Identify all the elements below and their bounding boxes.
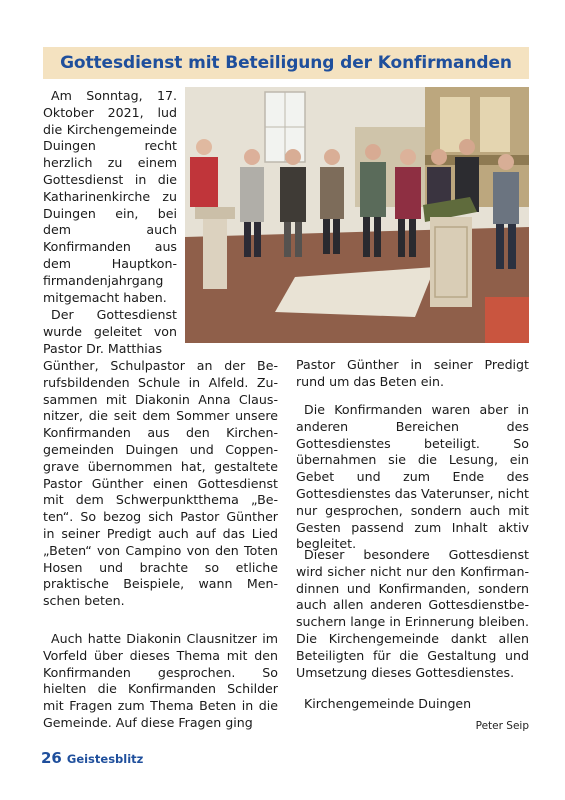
right-paragraph-2: Die Konfirmanden waren aber in anderen Bereichen des Gottesdienstes beteiligt. So übernahmen sie die Lesung, ein Gebet und zum Ende des Gottesdienstes das Vaterunser, nicht nur gesprochen, sondern auch mit Gesten passend zum Inhalt aktiv begleitet. [296, 402, 529, 552]
closing-line: Kirchengemeinde Duingen [304, 696, 472, 711]
page-footer [41, 749, 143, 767]
article-title: Gottesdienst mit Beteiligung der Konfirmanden [60, 53, 512, 73]
author-signature: Peter Seip [475, 720, 529, 732]
left-paragraph-3: Auch hatte Diakonin Clausnitzer im Vorfeld über dieses Thema mit den Konfirmanden gesprochen. So hielten die Konfirmanden Schilder mit Fragen zum Thema Beten in die Gemeinde. Auf diese Fragen ging [43, 631, 278, 730]
left-paragraph-1: Am Sonntag, 17. Oktober 2021, lud die Kirchengemeinde Duingen recht herzlich zu einem Gottesdienst in die Katharinenkirche zu Duingen ein, bei dem auch Konfirmanden aus dem Hauptkonfirmandenjahrgang mitgemacht haben. [43, 88, 177, 305]
page-number: 26 [41, 749, 62, 767]
left-paragraph-2a: Der Gottesdienst wurde geleitet von Pastor Dr. Matthias [43, 307, 177, 356]
left-paragraph-2b: Günther, Schulpastor an der Berufsbildenden Schule in Alfeld. Zusammen mit Diakonin Anna Clausnitzer, die seit dem Sommer unsere Konfirmanden aus den Kirchengemeinden Duingen und Coppengrave übernommen hat, gestaltete Pastor Günther einen Gottesdienst mit dem Schwerpunktthema „Beten“. So bezog sich Pastor Günther in seiner Predigt auch auf das Lied „Beten“ von Campino von den Toten Hosen und brachte so etliche praktische Beispiele, wann Menschen beten. [43, 358, 278, 609]
magazine-name: Geistesblitz [66, 752, 144, 766]
right-paragraph-3: Dieser besondere Gottesdienst wird sicher nicht nur den Konfirmandinnen und Konfirmanden, sondern auch allen anderen Gottesdienstbesuchern lange in Erinnerung bleiben. Die Kirchengemeinde dankt allen Beteiligten für die Gestaltung und Umsetzung dieses Gottesdienstes. [296, 547, 529, 680]
church-confirmands-photo [185, 87, 529, 343]
title-banner [43, 47, 529, 79]
right-paragraph-1: Pastor Günther in seiner Predigt rund um das Beten ein. [296, 357, 529, 389]
